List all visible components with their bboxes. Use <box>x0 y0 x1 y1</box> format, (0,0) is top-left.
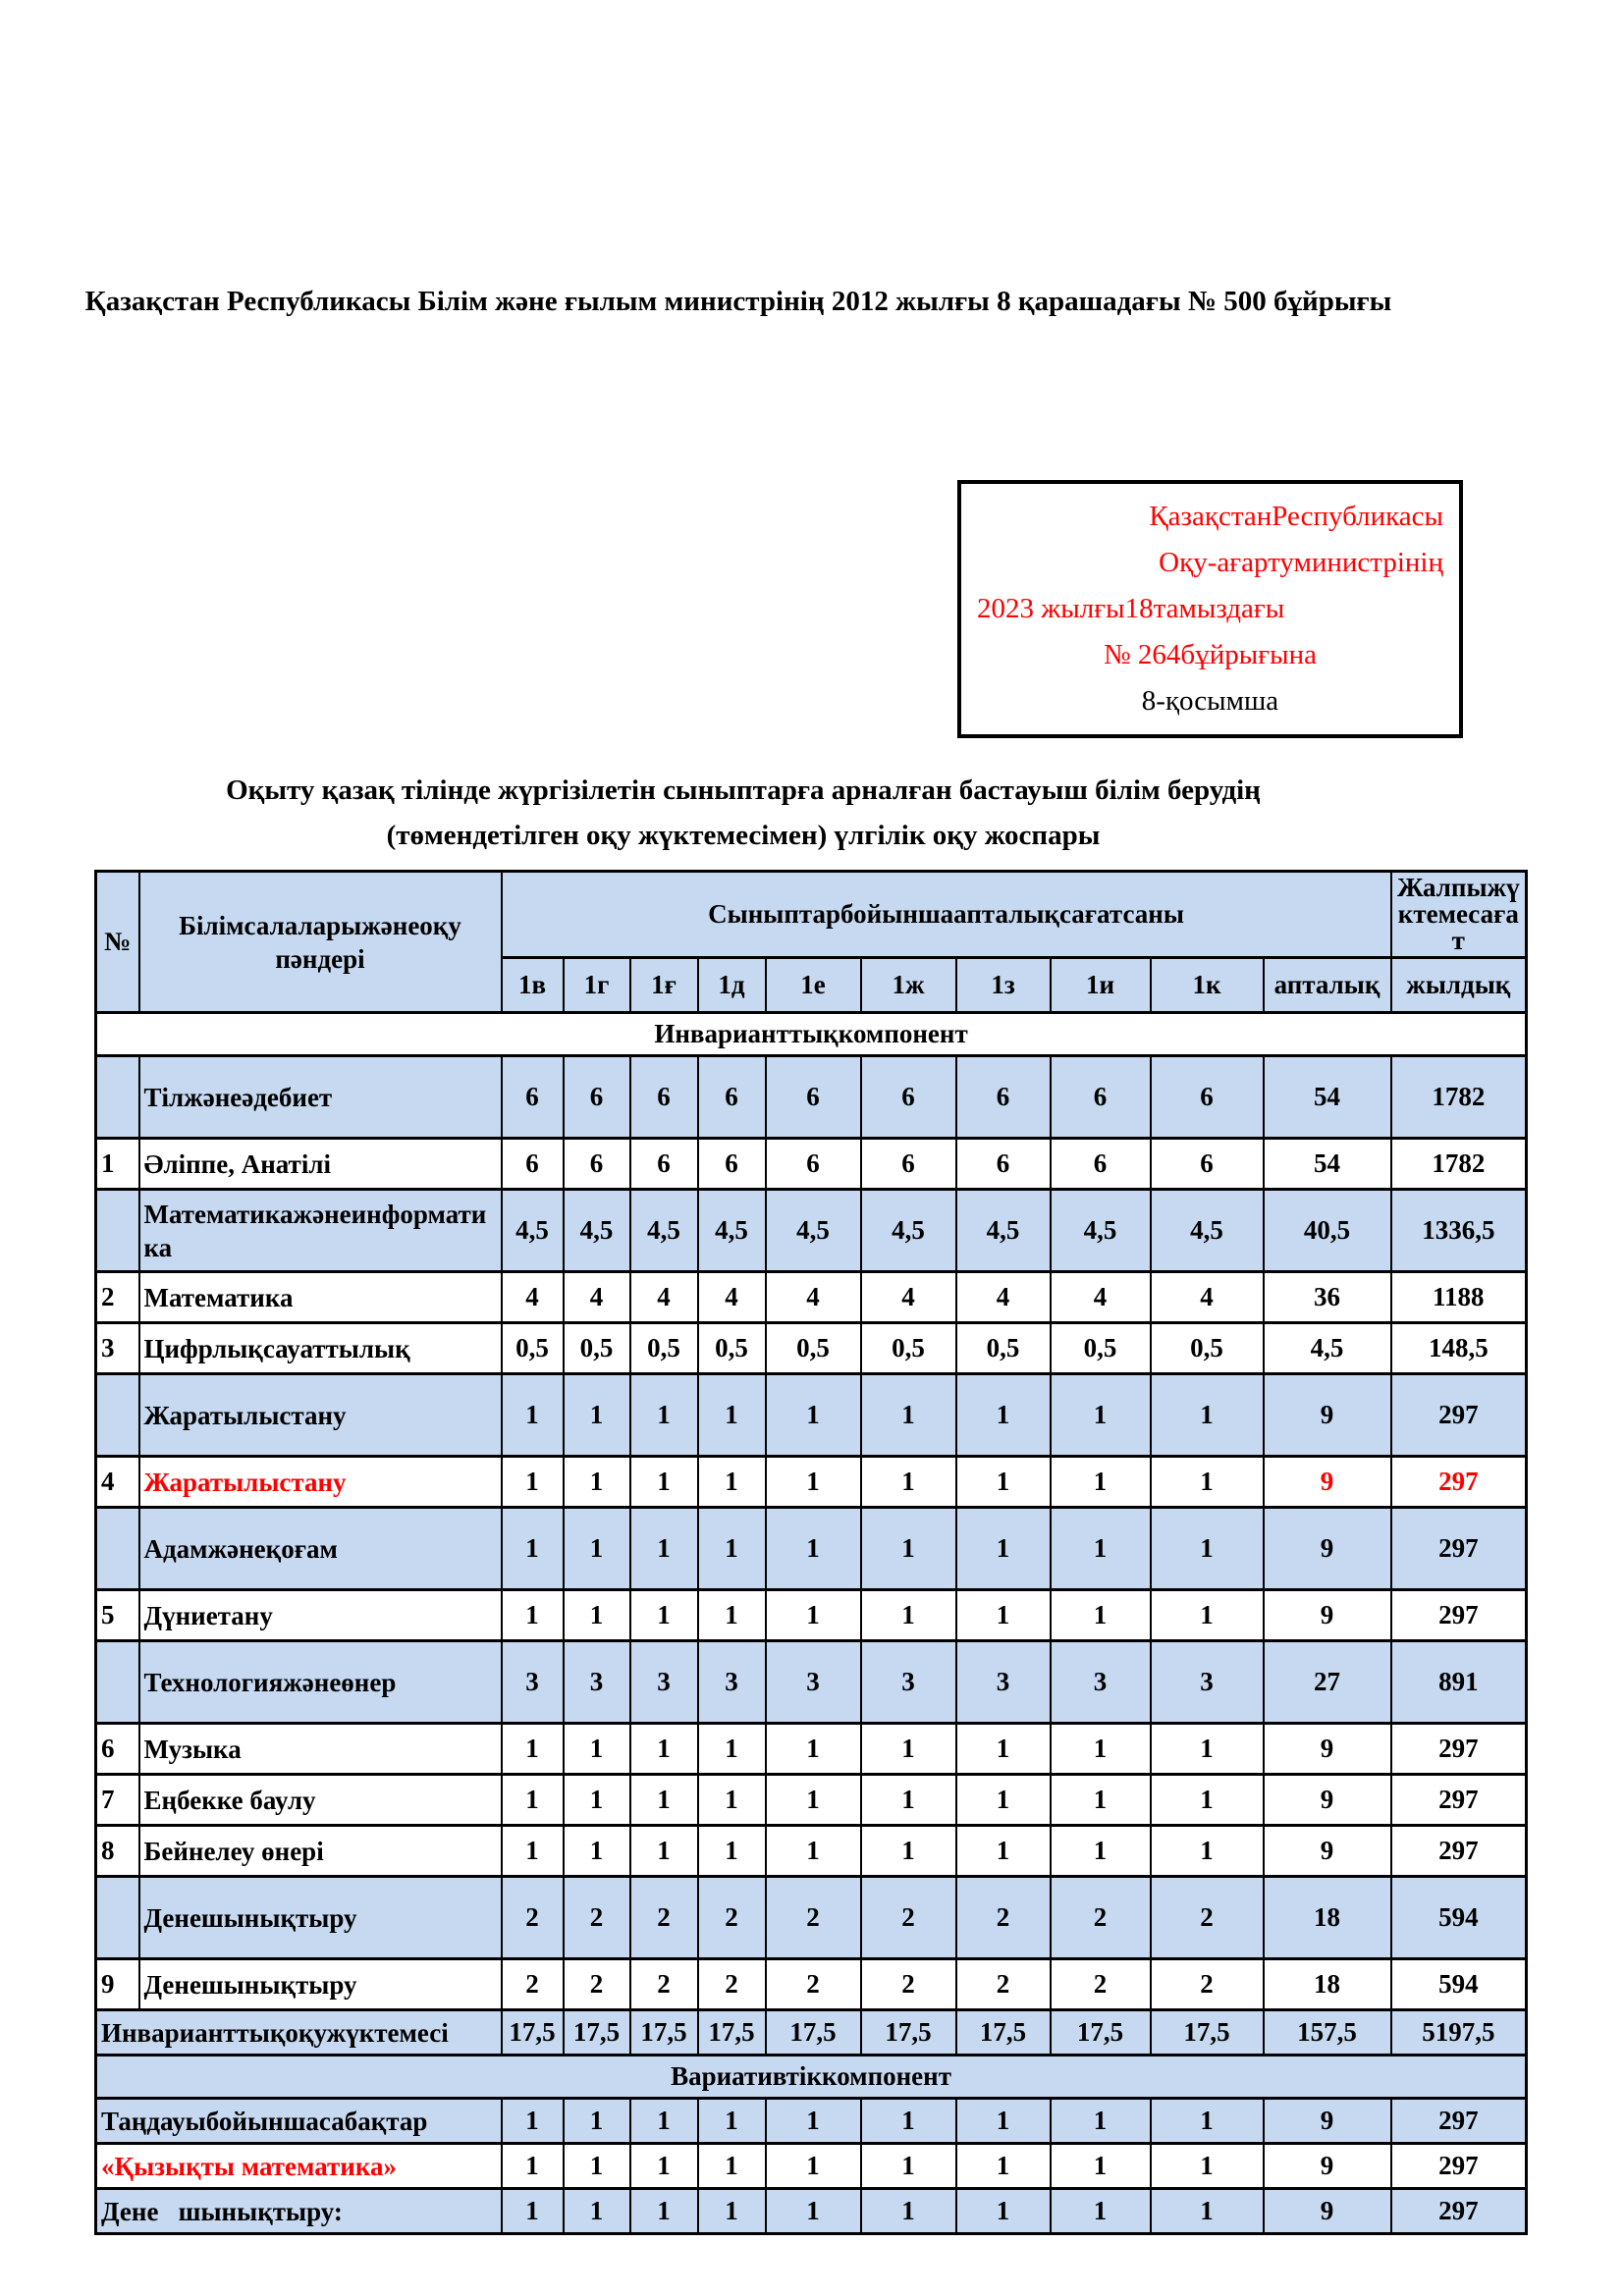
hours-cell: 1 <box>956 2189 1051 2234</box>
hours-cell: 1 <box>502 1590 564 1641</box>
hours-cell: 1 <box>630 1724 698 1775</box>
hours-cell: 4 <box>956 1272 1051 1323</box>
hours-cell: 6 <box>698 1056 766 1139</box>
hours-cell: 6 <box>698 1139 766 1190</box>
weekly-total-cell: 9 <box>1264 2189 1391 2234</box>
hours-cell: 3 <box>630 1641 698 1724</box>
hours-cell: 1 <box>956 1374 1051 1457</box>
hours-cell: 4,5 <box>564 1190 630 1272</box>
hours-cell: 1 <box>502 1724 564 1775</box>
yearly-total-cell: 891 <box>1391 1641 1527 1724</box>
yearly-total-cell: 148,5 <box>1391 1323 1527 1374</box>
yearly-total-cell: 1336,5 <box>1391 1190 1527 1272</box>
hours-cell: 1 <box>502 2144 564 2189</box>
weekly-total-cell: 9 <box>1264 1590 1391 1641</box>
yearly-total-cell: 297 <box>1391 1590 1527 1641</box>
table-row <box>96 1013 1527 1056</box>
hours-cell: 1 <box>630 1374 698 1457</box>
stamp-line: № 264бұйрығына <box>1104 639 1317 670</box>
hours-cell: 1 <box>1151 2144 1264 2189</box>
table-row <box>96 2099 1527 2144</box>
hours-cell: 1 <box>861 1374 956 1457</box>
row-num <box>96 1056 139 1139</box>
table-header-row-1 <box>96 872 1527 958</box>
row-num <box>96 1190 139 1272</box>
hours-cell: 1 <box>1051 1457 1151 1508</box>
table-row <box>96 1508 1527 1590</box>
yearly-total-cell: 1782 <box>1391 1139 1527 1190</box>
order-stamp-box <box>957 480 1463 738</box>
table-title-line2: (төмендетілген оқу жүктемесімен) үлгілік оқу жоспары <box>386 820 1101 851</box>
hours-cell: 4 <box>502 1272 564 1323</box>
yearly-total-cell: 297 <box>1391 1457 1527 1508</box>
hours-cell: 17,5 <box>502 2010 564 2056</box>
hours-cell: 1 <box>698 1826 766 1877</box>
hours-cell: 1 <box>564 1508 630 1590</box>
hours-cell: 3 <box>564 1641 630 1724</box>
hours-cell: 17,5 <box>564 2010 630 2056</box>
hours-cell: 1 <box>564 1724 630 1775</box>
hours-cell: 0,5 <box>502 1323 564 1374</box>
hours-cell: 17,5 <box>766 2010 861 2056</box>
yearly-total-cell: 297 <box>1391 1374 1527 1457</box>
hours-cell: 1 <box>502 2099 564 2144</box>
row-num <box>96 1508 139 1590</box>
row-label: Технологияжәнеөнер <box>139 1641 502 1724</box>
hours-cell: 4,5 <box>502 1190 564 1272</box>
hours-cell: 6 <box>502 1139 564 1190</box>
hours-cell: 1 <box>1051 2099 1151 2144</box>
row-label: Математикажәнеинформатика <box>139 1190 502 1272</box>
table-row <box>96 1877 1527 1959</box>
curriculum-table <box>94 870 1528 2235</box>
hours-cell: 1 <box>766 2189 861 2234</box>
table-body <box>96 1013 1527 2234</box>
hours-cell: 1 <box>1051 1775 1151 1826</box>
class-column-header: 1в <box>502 958 564 1013</box>
hours-cell: 1 <box>1151 1590 1264 1641</box>
hours-cell: 1 <box>861 1457 956 1508</box>
class-column-header: 1з <box>956 958 1051 1013</box>
hours-cell: 1 <box>1051 1826 1151 1877</box>
hours-cell: 2 <box>766 1959 861 2010</box>
hours-cell: 6 <box>766 1139 861 1190</box>
hours-cell: 1 <box>766 1374 861 1457</box>
hours-cell: 1 <box>956 1826 1051 1877</box>
hours-cell: 1 <box>766 1775 861 1826</box>
hours-cell: 1 <box>630 1590 698 1641</box>
hours-cell: 17,5 <box>956 2010 1051 2056</box>
hours-cell: 4 <box>861 1272 956 1323</box>
row-label: Музыка <box>139 1724 502 1775</box>
table-row <box>96 1641 1527 1724</box>
hours-cell: 1 <box>1151 2189 1264 2234</box>
table-row <box>96 2056 1527 2099</box>
hours-cell: 6 <box>956 1056 1051 1139</box>
hours-cell: 6 <box>956 1139 1051 1190</box>
row-label: Бейнелеу өнері <box>139 1826 502 1877</box>
class-column-header: 1д <box>698 958 766 1013</box>
hours-cell: 1 <box>1151 1374 1264 1457</box>
hours-cell: 1 <box>630 1508 698 1590</box>
hours-cell: 1 <box>861 1508 956 1590</box>
hours-cell: 1 <box>564 1775 630 1826</box>
hours-cell: 1 <box>861 2099 956 2144</box>
hours-cell: 17,5 <box>1151 2010 1264 2056</box>
hours-cell: 1 <box>698 2099 766 2144</box>
row-label: Жаратылыстану <box>139 1457 502 1508</box>
table-row <box>96 1374 1527 1457</box>
hours-cell: 1 <box>861 2189 956 2234</box>
hours-cell: 1 <box>1051 1724 1151 1775</box>
row-num: 8 <box>96 1826 139 1877</box>
hours-cell: 2 <box>1151 1877 1264 1959</box>
hours-cell: 1 <box>630 1775 698 1826</box>
hours-cell: 1 <box>1151 1724 1264 1775</box>
hours-cell: 1 <box>630 2189 698 2234</box>
hours-cell: 3 <box>766 1641 861 1724</box>
hours-cell: 1 <box>1151 1457 1264 1508</box>
hours-cell: 1 <box>766 1590 861 1641</box>
table-row <box>96 2010 1527 2056</box>
num-column-header: № <box>96 872 139 1013</box>
hours-cell: 6 <box>630 1056 698 1139</box>
table-row <box>96 1323 1527 1374</box>
hours-cell: 2 <box>564 1959 630 2010</box>
hours-cell: 1 <box>766 2144 861 2189</box>
hours-cell: 2 <box>630 1959 698 2010</box>
hours-cell: 1 <box>1051 2144 1151 2189</box>
row-num <box>96 1374 139 1457</box>
hours-cell: 1 <box>698 1775 766 1826</box>
hours-cell: 1 <box>861 1775 956 1826</box>
hours-cell: 6 <box>1151 1139 1264 1190</box>
section-label: Вариативтіккомпонент <box>96 2056 1527 2099</box>
hours-cell: 4 <box>630 1272 698 1323</box>
hours-cell: 2 <box>698 1959 766 2010</box>
hours-cell: 1 <box>766 1457 861 1508</box>
hours-cell: 1 <box>564 1826 630 1877</box>
hours-cell: 3 <box>1051 1641 1151 1724</box>
weekly-total-cell: 157,5 <box>1264 2010 1391 2056</box>
hours-cell: 4,5 <box>766 1190 861 1272</box>
weekly-total-cell: 40,5 <box>1264 1190 1391 1272</box>
row-label: Жаратылыстану <box>139 1374 502 1457</box>
row-num: 7 <box>96 1775 139 1826</box>
hours-cell: 1 <box>502 2189 564 2234</box>
yearly-total-cell: 1782 <box>1391 1056 1527 1139</box>
row-label: Әліппе, Анатілі <box>139 1139 502 1190</box>
class-column-header: 1к <box>1151 958 1264 1013</box>
hours-cell: 1 <box>956 1590 1051 1641</box>
hours-cell: 1 <box>630 2099 698 2144</box>
hours-cell: 1 <box>502 1508 564 1590</box>
row-num: 3 <box>96 1323 139 1374</box>
hours-cell: 1 <box>698 1374 766 1457</box>
hours-cell: 1 <box>1051 1590 1151 1641</box>
hours-cell: 6 <box>766 1056 861 1139</box>
weekly-hours-header: Сыныптарбойыншаапталықсағатсаны <box>502 872 1391 958</box>
hours-cell: 2 <box>1051 1877 1151 1959</box>
hours-cell: 3 <box>1151 1641 1264 1724</box>
hours-cell: 1 <box>1051 1374 1151 1457</box>
row-num <box>96 1641 139 1724</box>
hours-cell: 2 <box>564 1877 630 1959</box>
hours-cell: 1 <box>1151 1775 1264 1826</box>
yearly-total-cell: 297 <box>1391 1775 1527 1826</box>
yearly-total-cell: 297 <box>1391 2099 1527 2144</box>
hours-cell: 1 <box>956 1508 1051 1590</box>
hours-cell: 0,5 <box>1151 1323 1264 1374</box>
table-title-line1: Оқыту қазақ тілінде жүргізілетін сыныптарға арналған бастауыш білім берудің <box>226 774 1261 806</box>
weekly-total-cell: 9 <box>1264 1457 1391 1508</box>
table-row <box>96 1775 1527 1826</box>
weekly-total-cell: 9 <box>1264 1826 1391 1877</box>
row-label: Денешынықтыру <box>139 1959 502 2010</box>
yearly-total-cell: 5197,5 <box>1391 2010 1527 2056</box>
hours-cell: 0,5 <box>630 1323 698 1374</box>
hours-cell: 6 <box>861 1139 956 1190</box>
hours-cell: 4,5 <box>698 1190 766 1272</box>
hours-cell: 6 <box>502 1056 564 1139</box>
stamp-line: Оқу-ағартуминистрінің <box>1159 547 1443 578</box>
class-column-header: 1е <box>766 958 861 1013</box>
row-num: 4 <box>96 1457 139 1508</box>
hours-cell: 6 <box>1051 1056 1151 1139</box>
hours-cell: 6 <box>564 1139 630 1190</box>
table-row <box>96 1190 1527 1272</box>
hours-cell: 17,5 <box>698 2010 766 2056</box>
weekly-total-cell: 27 <box>1264 1641 1391 1724</box>
hours-cell: 1 <box>698 1457 766 1508</box>
hours-cell: 1 <box>861 1826 956 1877</box>
table-head <box>96 872 1527 1013</box>
table-row <box>96 1724 1527 1775</box>
weekly-total-cell: 54 <box>1264 1139 1391 1190</box>
subject-column-header: Білімсалаларыжәнеоқу пәндері <box>139 872 502 1013</box>
class-column-header: 1и <box>1051 958 1151 1013</box>
yearly-total-cell: 297 <box>1391 2144 1527 2189</box>
hours-cell: 1 <box>861 1590 956 1641</box>
total-load-header: Жалпыжүктемесағат <box>1391 872 1527 958</box>
hours-cell: 1 <box>956 1457 1051 1508</box>
weekly-total-cell: 9 <box>1264 2144 1391 2189</box>
hours-cell: 1 <box>1051 1508 1151 1590</box>
hours-cell: 1 <box>630 1826 698 1877</box>
stamp-line: 2023 жылғы18тамыздағы <box>977 593 1285 624</box>
hours-cell: 1 <box>766 2099 861 2144</box>
yearly-total-cell: 297 <box>1391 1508 1527 1590</box>
class-column-header: 1ғ <box>630 958 698 1013</box>
weekly-total-cell: 9 <box>1264 1374 1391 1457</box>
row-label: Денешынықтыру <box>139 1877 502 1959</box>
weekly-total-cell: 36 <box>1264 1272 1391 1323</box>
hours-cell: 1 <box>502 1826 564 1877</box>
hours-cell: 6 <box>1151 1056 1264 1139</box>
hours-cell: 2 <box>861 1877 956 1959</box>
hours-cell: 17,5 <box>1051 2010 1151 2056</box>
hours-cell: 2 <box>502 1877 564 1959</box>
hours-cell: 4,5 <box>956 1190 1051 1272</box>
row-num: 6 <box>96 1724 139 1775</box>
hours-cell: 1 <box>698 1590 766 1641</box>
hours-cell: 3 <box>698 1641 766 1724</box>
hours-cell: 4,5 <box>1151 1190 1264 1272</box>
weekly-total-cell: 18 <box>1264 1877 1391 1959</box>
hours-cell: 2 <box>956 1877 1051 1959</box>
row-label: Адамжәнеқоғам <box>139 1508 502 1590</box>
hours-cell: 3 <box>956 1641 1051 1724</box>
yearly-total-cell: 297 <box>1391 2189 1527 2234</box>
hours-cell: 1 <box>956 2099 1051 2144</box>
yearly-total-cell: 297 <box>1391 1724 1527 1775</box>
table-row <box>96 2189 1527 2234</box>
weekly-total-column-header: апталық <box>1264 958 1391 1013</box>
row-num: 9 <box>96 1959 139 2010</box>
row-label: Дүниетану <box>139 1590 502 1641</box>
hours-cell: 1 <box>630 1457 698 1508</box>
table-row <box>96 1826 1527 1877</box>
hours-cell: 3 <box>502 1641 564 1724</box>
hours-cell: 1 <box>766 1724 861 1775</box>
hours-cell: 1 <box>698 1508 766 1590</box>
table-row <box>96 1056 1527 1139</box>
hours-cell: 4 <box>766 1272 861 1323</box>
weekly-total-cell: 18 <box>1264 1959 1391 2010</box>
hours-cell: 1 <box>502 1775 564 1826</box>
yearly-total-cell: 297 <box>1391 1826 1527 1877</box>
hours-cell: 2 <box>861 1959 956 2010</box>
hours-cell: 1 <box>698 1724 766 1775</box>
hours-cell: 2 <box>956 1959 1051 2010</box>
weekly-total-cell: 9 <box>1264 2099 1391 2144</box>
hours-cell: 1 <box>698 2144 766 2189</box>
hours-cell: 1 <box>698 2189 766 2234</box>
row-label: Цифрлықсауаттылық <box>139 1323 502 1374</box>
hours-cell: 3 <box>861 1641 956 1724</box>
hours-cell: 1 <box>1151 1826 1264 1877</box>
hours-cell: 2 <box>766 1877 861 1959</box>
hours-cell: 1 <box>1151 1508 1264 1590</box>
hours-cell: 1 <box>766 1508 861 1590</box>
weekly-total-cell: 9 <box>1264 1775 1391 1826</box>
hours-cell: 1 <box>1151 2099 1264 2144</box>
hours-cell: 0,5 <box>564 1323 630 1374</box>
hours-cell: 4,5 <box>861 1190 956 1272</box>
hours-cell: 6 <box>861 1056 956 1139</box>
hours-cell: 4 <box>1051 1272 1151 1323</box>
hours-cell: 6 <box>630 1139 698 1190</box>
hours-cell: 1 <box>630 2144 698 2189</box>
row-num: 1 <box>96 1139 139 1190</box>
hours-cell: 6 <box>1051 1139 1151 1190</box>
yearly-total-cell: 594 <box>1391 1959 1527 2010</box>
row-label: Инварианттықоқужүктемесі <box>96 2010 502 2056</box>
class-column-header: 1г <box>564 958 630 1013</box>
hours-cell: 0,5 <box>1051 1323 1151 1374</box>
row-num: 2 <box>96 1272 139 1323</box>
doc-title: Қазақстан Республикасы Білім және ғылым министрінің 2012 жылғы 8 қарашадағы № 500 бұйрығы <box>84 286 1392 317</box>
row-label: Дене шынықтыру: <box>96 2189 502 2234</box>
table-title <box>0 768 1624 858</box>
weekly-total-cell: 9 <box>1264 1724 1391 1775</box>
table-row <box>96 2144 1527 2189</box>
hours-cell: 2 <box>698 1877 766 1959</box>
hours-cell: 4 <box>698 1272 766 1323</box>
table-row <box>96 1139 1527 1190</box>
row-label: Тілжәнеәдебиет <box>139 1056 502 1139</box>
row-label: Математика <box>139 1272 502 1323</box>
yearly-total-column-header: жылдық <box>1391 958 1527 1013</box>
stamp-line: 8-қосымша <box>1141 685 1279 717</box>
hours-cell: 1 <box>956 2144 1051 2189</box>
row-num: 5 <box>96 1590 139 1641</box>
hours-cell: 1 <box>564 1590 630 1641</box>
hours-cell: 0,5 <box>698 1323 766 1374</box>
hours-cell: 1 <box>861 2144 956 2189</box>
hours-cell: 1 <box>564 2099 630 2144</box>
row-label: Таңдауыбойыншасабақтар <box>96 2099 502 2144</box>
hours-cell: 17,5 <box>630 2010 698 2056</box>
hours-cell: 1 <box>564 1374 630 1457</box>
stamp-line: ҚазақстанРеспубликасы <box>1149 501 1443 532</box>
hours-cell: 1 <box>956 1775 1051 1826</box>
hours-cell: 4 <box>564 1272 630 1323</box>
row-label: «Қызықты математика» <box>96 2144 502 2189</box>
yearly-total-cell: 594 <box>1391 1877 1527 1959</box>
hours-cell: 1 <box>564 2189 630 2234</box>
class-column-header: 1ж <box>861 958 956 1013</box>
hours-cell: 1 <box>1051 2189 1151 2234</box>
hours-cell: 0,5 <box>766 1323 861 1374</box>
table-row <box>96 1457 1527 1508</box>
hours-cell: 1 <box>564 2144 630 2189</box>
row-num <box>96 1877 139 1959</box>
hours-cell: 4,5 <box>630 1190 698 1272</box>
hours-cell: 1 <box>502 1457 564 1508</box>
table-row <box>96 1590 1527 1641</box>
row-label: Еңбекке баулу <box>139 1775 502 1826</box>
hours-cell: 1 <box>502 1374 564 1457</box>
hours-cell: 1 <box>564 1457 630 1508</box>
hours-cell: 4,5 <box>1051 1190 1151 1272</box>
hours-cell: 6 <box>564 1056 630 1139</box>
hours-cell: 1 <box>766 1826 861 1877</box>
table-row <box>96 1272 1527 1323</box>
hours-cell: 4 <box>1151 1272 1264 1323</box>
hours-cell: 17,5 <box>861 2010 956 2056</box>
weekly-total-cell: 9 <box>1264 1508 1391 1590</box>
hours-cell: 2 <box>1151 1959 1264 2010</box>
hours-cell: 1 <box>861 1724 956 1775</box>
weekly-total-cell: 54 <box>1264 1056 1391 1139</box>
hours-cell: 2 <box>502 1959 564 2010</box>
hours-cell: 2 <box>1051 1959 1151 2010</box>
weekly-total-cell: 4,5 <box>1264 1323 1391 1374</box>
hours-cell: 1 <box>956 1724 1051 1775</box>
section-label: Инварианттықкомпонент <box>96 1013 1527 1056</box>
hours-cell: 0,5 <box>861 1323 956 1374</box>
hours-cell: 0,5 <box>956 1323 1051 1374</box>
hours-cell: 2 <box>630 1877 698 1959</box>
yearly-total-cell: 1188 <box>1391 1272 1527 1323</box>
table-row <box>96 1959 1527 2010</box>
